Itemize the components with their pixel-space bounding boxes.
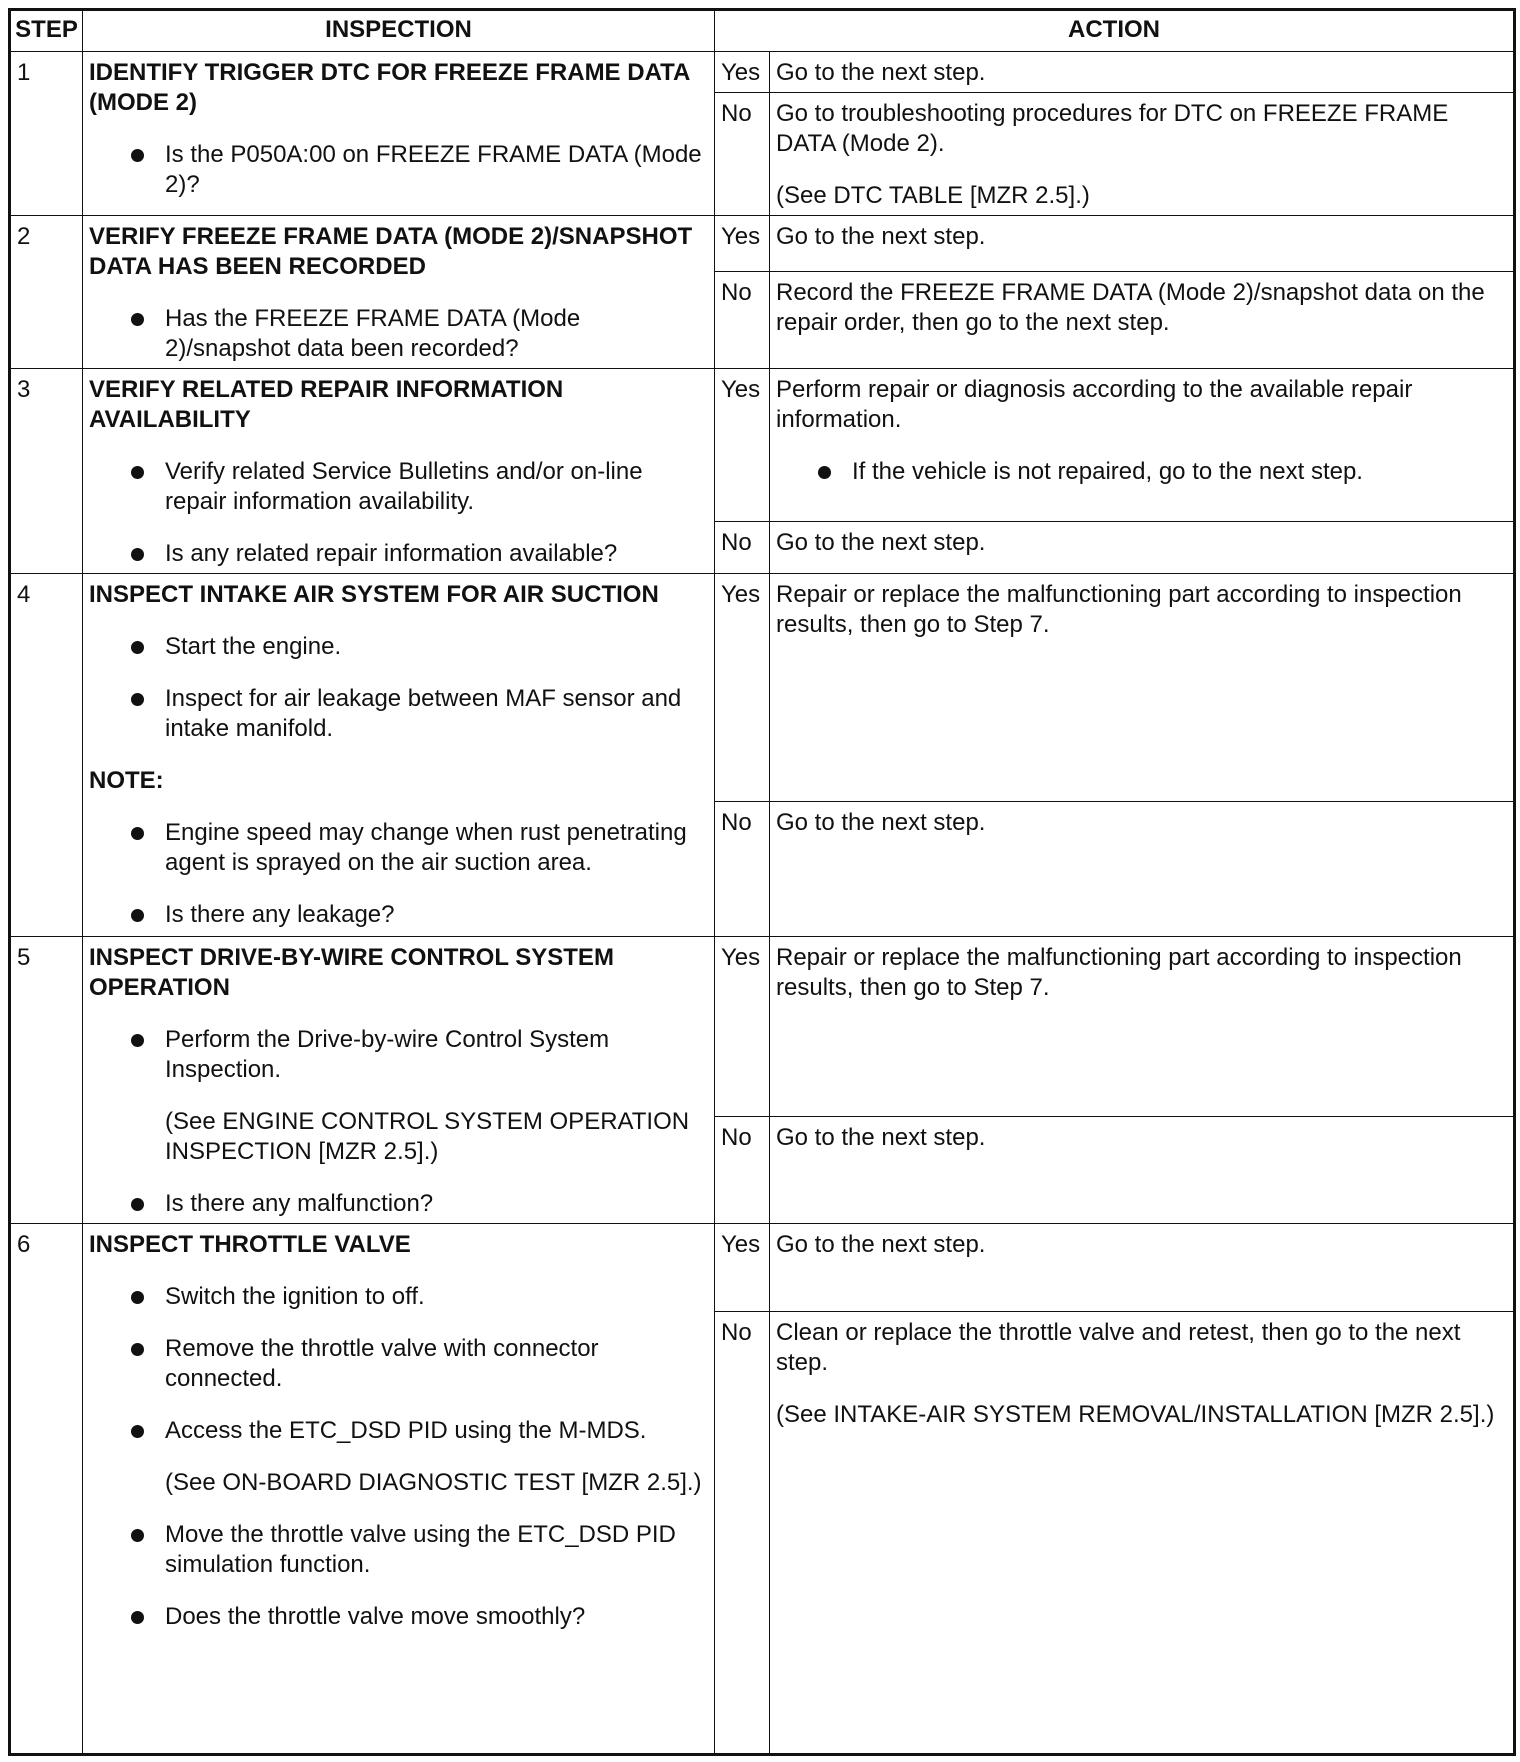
- no-action-cell: [770, 1312, 1515, 1755]
- bullet-icon: [131, 466, 144, 479]
- yes-label: Yes: [715, 574, 770, 802]
- no-label: No: [715, 93, 770, 216]
- yes-label: Yes: [715, 216, 770, 272]
- action-bullets: [776, 457, 1508, 487]
- inspection-bullets: [89, 140, 709, 200]
- bullet-icon: [131, 1529, 144, 1542]
- step-number: 6: [10, 1224, 83, 1755]
- yes-label: Yes: [715, 52, 770, 93]
- step-column-header: STEP: [10, 10, 83, 52]
- inspection-bullets: [89, 1282, 709, 1632]
- no-label: No: [715, 1312, 770, 1755]
- step-4-inspection: [83, 574, 715, 937]
- bullet-icon: [131, 641, 144, 654]
- no-action: Clean or replace the throttle valve and retest, then go to the next step.: [776, 1319, 1461, 1376]
- bullet-item: Verify related Service Bulletins and/or on-line repair information availability.: [89, 457, 709, 517]
- yes-action: Repair or replace the malfunctioning part according to inspection results, then go to Step 7.: [770, 937, 1515, 1117]
- header-row: [10, 10, 1515, 52]
- diagnostic-procedure-table: [8, 8, 1516, 1756]
- inspection-bullets: [89, 457, 709, 569]
- step-6-inspection: [83, 1224, 715, 1755]
- yes-action: Perform repair or diagnosis according to the available repair information.: [776, 376, 1413, 433]
- step-1-yes-row: [10, 52, 1515, 93]
- step-title: IDENTIFY TRIGGER DTC FOR FREEZE FRAME DATA (MODE 2): [89, 59, 690, 116]
- reference-link: (See DTC TABLE [MZR 2.5].): [776, 182, 1090, 209]
- yes-action-cell: [770, 369, 1515, 522]
- bullet-icon: [131, 827, 144, 840]
- bullet-icon: [131, 909, 144, 922]
- yes-label: Yes: [715, 369, 770, 522]
- no-label: No: [715, 802, 770, 937]
- no-action: Go to troubleshooting procedures for DTC on FREEZE FRAME DATA (Mode 2).: [776, 100, 1449, 157]
- no-action-cell: [770, 93, 1515, 216]
- step-number: 5: [10, 937, 83, 1224]
- bullet-item: Has the FREEZE FRAME DATA (Mode 2)/snapshot data been recorded?: [89, 304, 709, 364]
- bullet-item: Remove the throttle valve with connector connected.: [89, 1334, 709, 1394]
- bullet-icon: [131, 1198, 144, 1211]
- bullet-item: Access the ETC_DSD PID using the M-MDS. (See ON-BOARD DIAGNOSTIC TEST [MZR 2.5].): [89, 1416, 709, 1498]
- no-label: No: [715, 522, 770, 574]
- bullet-icon: [131, 693, 144, 706]
- step-3-inspection: [83, 369, 715, 574]
- bullet-item: Is there any leakage?: [89, 900, 709, 930]
- bullet-item: Is any related repair information available?: [89, 539, 709, 569]
- bullet-icon: [131, 313, 144, 326]
- bullet-item: Perform the Drive-by-wire Control System Inspection. (See ENGINE CONTROL SYSTEM OPERATION INSPECTION [MZR 2.5].): [89, 1025, 709, 1167]
- bullet-icon: [131, 1343, 144, 1356]
- step-6-yes-row: [10, 1224, 1515, 1312]
- inspection-bullets: [89, 304, 709, 364]
- no-action: Go to the next step.: [770, 802, 1515, 937]
- step-2-inspection: [83, 216, 715, 369]
- bullet-item: Switch the ignition to off.: [89, 1282, 709, 1312]
- step-1-inspection: [83, 52, 715, 216]
- bullet-icon: [818, 466, 831, 479]
- bullet-icon: [131, 1611, 144, 1624]
- yes-action: Repair or replace the malfunctioning part according to inspection results, then go to Step 7.: [770, 574, 1515, 802]
- step-title: INSPECT THROTTLE VALVE: [89, 1231, 411, 1258]
- bullet-icon: [131, 548, 144, 561]
- step-number: 4: [10, 574, 83, 937]
- no-label: No: [715, 272, 770, 369]
- step-3-yes-row: [10, 369, 1515, 522]
- bullet-icon: [131, 149, 144, 162]
- no-action: Go to the next step.: [770, 1117, 1515, 1224]
- bullet-item: Does the throttle valve move smoothly?: [89, 1602, 709, 1632]
- bullet-item: Engine speed may change when rust penetrating agent is sprayed on the air suction area.: [89, 818, 709, 878]
- reference-link: (See ON-BOARD DIAGNOSTIC TEST [MZR 2.5].): [165, 1469, 702, 1496]
- action-column-header: ACTION: [715, 10, 1515, 52]
- bullet-item: Is there any malfunction?: [89, 1189, 709, 1219]
- step-number: 1: [10, 52, 83, 216]
- reference-link: (See ENGINE CONTROL SYSTEM OPERATION INSPECTION [MZR 2.5].): [165, 1108, 690, 1165]
- step-title: VERIFY RELATED REPAIR INFORMATION AVAILABILITY: [89, 376, 564, 433]
- yes-label: Yes: [715, 937, 770, 1117]
- reference-link: (See INTAKE-AIR SYSTEM REMOVAL/INSTALLATION [MZR 2.5].): [776, 1401, 1495, 1428]
- bullet-item: If the vehicle is not repaired, go to the next step.: [776, 457, 1508, 487]
- bullet-icon: [131, 1034, 144, 1047]
- yes-action: Go to the next step.: [770, 1224, 1515, 1312]
- bullet-item: Is the P050A:00 on FREEZE FRAME DATA (Mode 2)?: [89, 140, 709, 200]
- step-title: INSPECT INTAKE AIR SYSTEM FOR AIR SUCTION: [89, 581, 659, 608]
- step-title: INSPECT DRIVE-BY-WIRE CONTROL SYSTEM OPERATION: [89, 944, 614, 1001]
- note-bullets: [89, 818, 709, 930]
- bullet-item: Move the throttle valve using the ETC_DSD PID simulation function.: [89, 1520, 709, 1580]
- step-5-inspection: [83, 937, 715, 1224]
- step-2-yes-row: [10, 216, 1515, 272]
- bullet-icon: [131, 1425, 144, 1438]
- no-action: Record the FREEZE FRAME DATA (Mode 2)/snapshot data on the repair order, then go to the next step.: [770, 272, 1515, 369]
- no-action: Go to the next step.: [770, 522, 1515, 574]
- yes-label: Yes: [715, 1224, 770, 1312]
- yes-action: Go to the next step.: [770, 216, 1515, 272]
- step-number: 3: [10, 369, 83, 574]
- inspection-bullets: [89, 632, 709, 744]
- step-title: VERIFY FREEZE FRAME DATA (MODE 2)/SNAPSHOT DATA HAS BEEN RECORDED: [89, 223, 693, 280]
- inspection-bullets: [89, 1025, 709, 1219]
- inspection-column-header: INSPECTION: [83, 10, 715, 52]
- step-number: 2: [10, 216, 83, 369]
- note-label: NOTE:: [89, 767, 164, 794]
- bullet-item: Start the engine.: [89, 632, 709, 662]
- step-5-yes-row: [10, 937, 1515, 1117]
- bullet-icon: [131, 1291, 144, 1304]
- step-4-yes-row: [10, 574, 1515, 802]
- yes-action: Go to the next step.: [770, 52, 1515, 93]
- no-label: No: [715, 1117, 770, 1224]
- bullet-item: Inspect for air leakage between MAF sensor and intake manifold.: [89, 684, 709, 744]
